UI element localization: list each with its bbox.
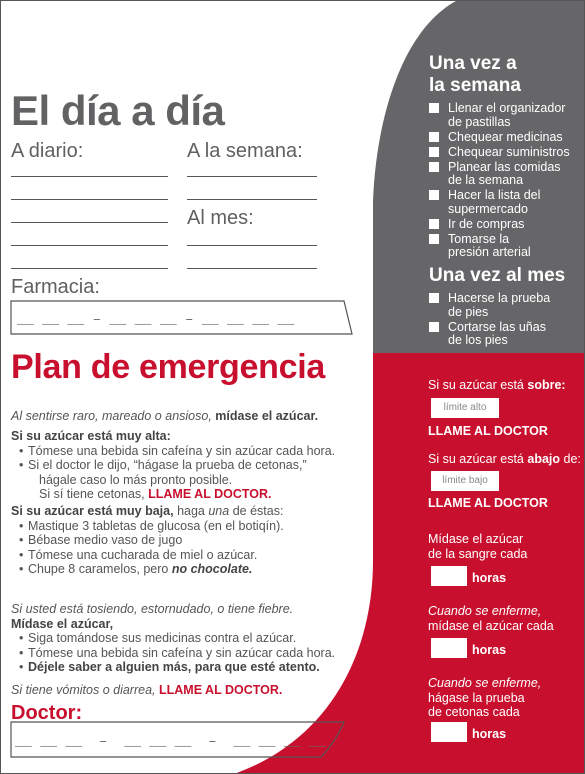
weekly-item[interactable]: [429, 189, 579, 216]
monthly-item-text: de pies: [448, 304, 489, 319]
call-doctor-1: LLAME AL DOCTOR.: [148, 487, 272, 501]
ketone-text: [428, 676, 541, 720]
daily-title: El día a día: [11, 87, 225, 134]
weekly-item-text: Llenar el organizador: [448, 101, 566, 115]
emergency-intro: [11, 409, 371, 424]
sick-list: [11, 631, 371, 675]
emergency-title: Plan de emergencia: [11, 348, 325, 386]
weekly-title-line1: Una vez a: [429, 53, 517, 74]
measure-l1: Mídase el azúcar: [428, 532, 524, 546]
weekly-item-text: Tomarse la: [448, 231, 510, 246]
low-tail-pre: haga: [177, 504, 205, 518]
semana-line-2[interactable]: [187, 199, 317, 200]
high-heading: Si su azúcar está muy alta:: [11, 429, 171, 443]
low-heading: [11, 504, 371, 519]
sick-bold: Mídase el azúcar,: [11, 616, 114, 631]
high-cont-1: hágale caso lo más pronto posible.: [39, 472, 233, 487]
weekly-item[interactable]: [429, 131, 579, 145]
low-sugar-section: [11, 504, 371, 577]
vomit-italic: Si tiene vómitos o diarrea,: [11, 683, 156, 697]
diario-line-3[interactable]: [11, 222, 168, 223]
diario-line-1[interactable]: [11, 176, 168, 177]
high-item-2: • Si el doctor le dijo, “hágase la prueba de cetonas,”: [11, 458, 371, 473]
vomit-line: [11, 683, 371, 698]
high-item-1: • Tómese una bebida sin cafeína y sin azúcar cada hora.: [11, 444, 371, 459]
sick-item-2: • Tómese una bebida sin cafeína y sin azúcar cada hora.: [11, 646, 371, 661]
checkbox[interactable]: [429, 162, 439, 172]
checkbox[interactable]: [429, 322, 439, 332]
checkbox[interactable]: [429, 293, 439, 303]
weekly-item-text: de pastillas: [448, 114, 511, 129]
ket-l1: Cuando se enferme,: [428, 676, 542, 690]
sick-hours-input[interactable]: [431, 638, 467, 658]
weekly-item[interactable]: [429, 102, 579, 129]
abajo-bold: abajo: [527, 452, 561, 466]
low-item-4: [11, 562, 371, 577]
monthly-item-text: Cortarse las uñas: [448, 319, 546, 334]
low-item-3: • Tómese una cucharada de miel o azúcar.: [11, 548, 371, 563]
diario-line-2[interactable]: [11, 199, 168, 200]
weekly-item-text: supermercado: [448, 201, 528, 216]
doctor-label: Doctor:: [11, 702, 83, 724]
sick-italic: Si usted está tosiendo, estornudado, o tiene fiebre.: [11, 602, 294, 616]
checkbox[interactable]: [429, 103, 439, 113]
weekly-item[interactable]: [429, 233, 579, 260]
abajo-text: [428, 452, 581, 467]
sick-l1: Cuando se enferme,: [428, 604, 542, 618]
sick-section: [11, 602, 371, 675]
ket-l3: de cetonas cada: [428, 705, 520, 719]
low-tail-post: de éstas:: [232, 504, 284, 518]
checkbox[interactable]: [429, 234, 439, 244]
mes-label: Al mes:: [187, 207, 254, 229]
monthly-item-text: Hacerse la prueba: [448, 291, 551, 305]
mes-line-2[interactable]: [187, 268, 317, 269]
weekly-item-text: Ir de compras: [448, 216, 525, 231]
intro-bold: mídase el azúcar.: [215, 409, 319, 423]
sick-last: Déjele saber a alguien más, para que esté atento.: [28, 660, 320, 674]
horas-label-3: horas: [472, 727, 507, 741]
monthly-checklist: [429, 292, 579, 349]
checkbox[interactable]: [429, 147, 439, 157]
diario-line-4[interactable]: [11, 245, 168, 246]
monthly-item[interactable]: [429, 321, 579, 348]
ket-l2: hágase la prueba: [428, 690, 525, 705]
high-limit-input[interactable]: límite alto: [431, 398, 499, 418]
weekly-item[interactable]: [429, 146, 579, 160]
weekly-item[interactable]: [429, 218, 579, 232]
weekly-item-text: Planear las comidas: [448, 159, 561, 174]
low-tail-em: una: [208, 504, 230, 518]
weekly-item-text: presión arterial: [448, 245, 531, 259]
semana-label: A la semana:: [187, 140, 303, 162]
abajo-post: de:: [563, 452, 581, 466]
low-last-em: no chocolate.: [171, 562, 253, 576]
farmacia-label: Farmacia:: [11, 276, 100, 298]
high-list: [11, 444, 371, 473]
checkbox[interactable]: [429, 132, 439, 142]
high-cont-2: [11, 487, 371, 502]
sick-item-1: • Siga tomándose sus medicinas contra el azúcar.: [11, 631, 371, 646]
low-heading-bold: Si su azúcar está muy baja,: [11, 504, 174, 518]
horas-label-1: horas: [472, 571, 507, 585]
call-doctor-2: LLAME AL DOCTOR.: [159, 683, 283, 697]
checkbox[interactable]: [429, 190, 439, 200]
doctor-phone-field[interactable]: __ __ __ – __ __ __ – __ __ __ __: [15, 734, 326, 750]
weekly-title-line2: la semana: [429, 75, 521, 96]
monthly-item[interactable]: [429, 292, 579, 319]
call-doctor-low: LLAME AL DOCTOR: [428, 496, 548, 510]
monthly-item-text: de los pies: [448, 333, 508, 347]
diario-label: A diario:: [11, 140, 84, 162]
low-item-1: • Mastique 3 tabletas de glucosa (en el botiqín).: [11, 519, 371, 534]
weekly-item-text: Hacer la lista del: [448, 188, 541, 202]
checkbox[interactable]: [429, 219, 439, 229]
monthly-title: Una vez al mes: [429, 265, 566, 286]
pharmacy-phone-field[interactable]: __ __ __ – __ __ __ – __ __ __ __: [17, 312, 295, 328]
sick-measure-text: [428, 604, 554, 633]
low-limit-input[interactable]: límite bajo: [431, 471, 499, 491]
sobre-bold: sobre:: [527, 378, 566, 392]
low-last-pre: Chupe 8 caramelos, pero: [28, 562, 169, 576]
mes-line-1[interactable]: [187, 245, 317, 246]
sobre-text: [428, 378, 566, 393]
sick-l2: mídase el azúcar cada: [428, 618, 554, 633]
sick-item-3: [11, 660, 371, 675]
measure-hours-input[interactable]: [431, 566, 467, 586]
high-cont-2-text: Si sí tiene cetonas,: [39, 487, 145, 501]
high-sugar-section: [11, 429, 371, 502]
weekly-item[interactable]: [429, 161, 579, 188]
measure-text: [428, 532, 527, 561]
horas-label-2: horas: [472, 643, 507, 657]
diario-line-5[interactable]: [11, 268, 168, 269]
call-doctor-high: LLAME AL DOCTOR: [428, 424, 548, 438]
intro-italic: Al sentirse raro, mareado o ansioso,: [11, 409, 212, 423]
ketone-hours-input[interactable]: [431, 722, 467, 742]
semana-line-1[interactable]: [187, 176, 317, 177]
low-item-2: • Bébase medio vaso de jugo: [11, 533, 371, 548]
weekly-item-text: Chequear suministros: [448, 144, 570, 159]
weekly-item-text: de la semana: [448, 173, 524, 187]
weekly-checklist: [429, 102, 579, 261]
weekly-title: [429, 53, 521, 97]
abajo-pre: Si su azúcar está: [428, 452, 524, 466]
low-list: [11, 519, 371, 577]
measure-l2: de la sangre cada: [428, 546, 528, 561]
weekly-item-text: Chequear medicinas: [448, 129, 563, 144]
sobre-pre: Si su azúcar está: [428, 378, 524, 392]
